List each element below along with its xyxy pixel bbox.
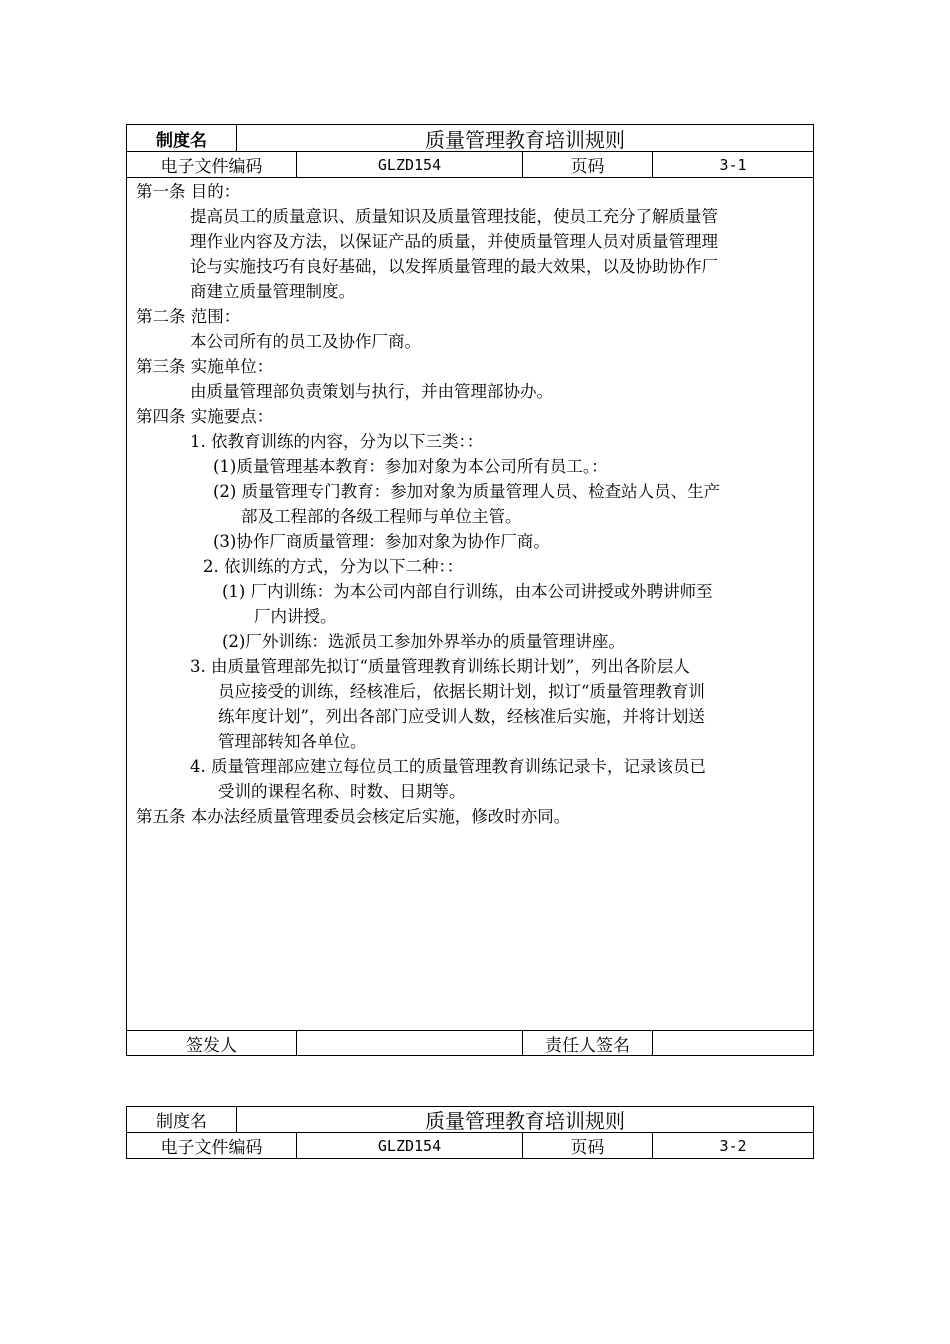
sub-list-item: (2)厂外训练：选派员工参加外界举办的质量管理讲座。	[222, 632, 625, 651]
file-code-value: GLZD154	[297, 1133, 523, 1158]
body-line: 论与实施技巧有良好基础，以发挥质量管理的最大效果，以及协助协作厂	[190, 257, 718, 276]
page-number-value: 3-1	[719, 155, 747, 174]
sub-list-item: (3)协作厂商质量管理：参加对象为协作厂商。	[213, 532, 550, 551]
signature-row	[127, 1031, 813, 1055]
body-line: 本公司所有的员工及协作厂商。	[190, 332, 421, 351]
sub-list-item: 厂内讲授。	[254, 607, 337, 626]
list-item: 1. 依教育训练的内容，分为以下三类：：	[190, 432, 484, 451]
form-page-2	[126, 1106, 814, 1159]
sub-list-item: 部及工程部的各级工程师与单位主管。	[241, 507, 522, 526]
document-title: 质量管理教育培训规则	[425, 1109, 625, 1133]
article-2-heading: 第二条 范围：	[136, 307, 241, 326]
article-1-heading: 第一条 目的：	[136, 182, 241, 201]
label-page-number: 页码	[523, 152, 653, 177]
article-4-heading: 第四条 实施要点：	[136, 407, 274, 426]
list-item: 2. 依训练的方式，分为以下二种：：	[203, 557, 464, 576]
list-item: 3. 由质量管理部先拟订“质量管理教育训练长期计划”，列出各阶层人	[190, 657, 690, 676]
header-title-row	[127, 1107, 813, 1133]
list-item: 4. 质量管理部应建立每位员工的质量管理教育训练记录卡，记录该员已	[190, 757, 706, 776]
label-file-code: 电子文件编码	[127, 152, 297, 177]
label-rule-name: 制度名	[127, 125, 237, 151]
header-code-row	[127, 1133, 813, 1158]
list-item: 受训的课程名称、时数、日期等。	[218, 782, 466, 801]
body-line: 提高员工的质量意识、质量知识及质量管理技能，使员工充分了解质量管	[190, 207, 718, 226]
article-3-heading: 第三条 实施单位：	[136, 357, 274, 376]
label-rule-name: 制度名	[127, 1107, 237, 1132]
article-5-heading: 第五条 本办法经质量管理委员会核定后实施，修改时亦同。	[136, 807, 571, 826]
label-responsible-signature: 责任人签名	[523, 1031, 653, 1055]
body-line: 商建立质量管理制度。	[190, 282, 355, 301]
header-code-row	[127, 152, 813, 178]
document-body	[127, 178, 813, 1031]
label-issuer: 签发人	[127, 1031, 297, 1055]
page-number-value: 3-2	[719, 1136, 747, 1155]
sub-list-item: (2) 质量管理专门教育：参加对象为质量管理人员、检查站人员、生产	[213, 482, 721, 501]
label-page-number: 页码	[523, 1133, 653, 1158]
document-title: 质量管理教育培训规则	[425, 127, 625, 152]
issuer-field[interactable]	[297, 1031, 523, 1055]
sub-list-item: (1) 厂内训练：为本公司内部自行训练，由本公司讲授或外聘讲师至	[222, 582, 713, 601]
label-file-code: 电子文件编码	[127, 1133, 297, 1158]
list-item: 员应接受的训练，经核准后，依据长期计划，拟订“质量管理教育训	[218, 682, 705, 701]
list-item: 管理部转知各单位。	[218, 732, 367, 751]
file-code-value: GLZD154	[297, 152, 523, 177]
responsible-signature-field[interactable]	[653, 1031, 813, 1055]
form-page-1	[126, 124, 814, 1056]
body-line: 由质量管理部负责策划与执行，并由管理部协办。	[190, 382, 553, 401]
list-item: 练年度计划”，列出各部门应受训人数，经核准后实施，并将计划送	[218, 707, 705, 726]
body-line: 理作业内容及方法，以保证产品的质量，并使质量管理人员对质量管理理	[190, 232, 718, 251]
header-title-row	[127, 125, 813, 152]
sub-list-item: (1)质量管理基本教育：参加对象为本公司所有员工。：	[213, 457, 608, 476]
